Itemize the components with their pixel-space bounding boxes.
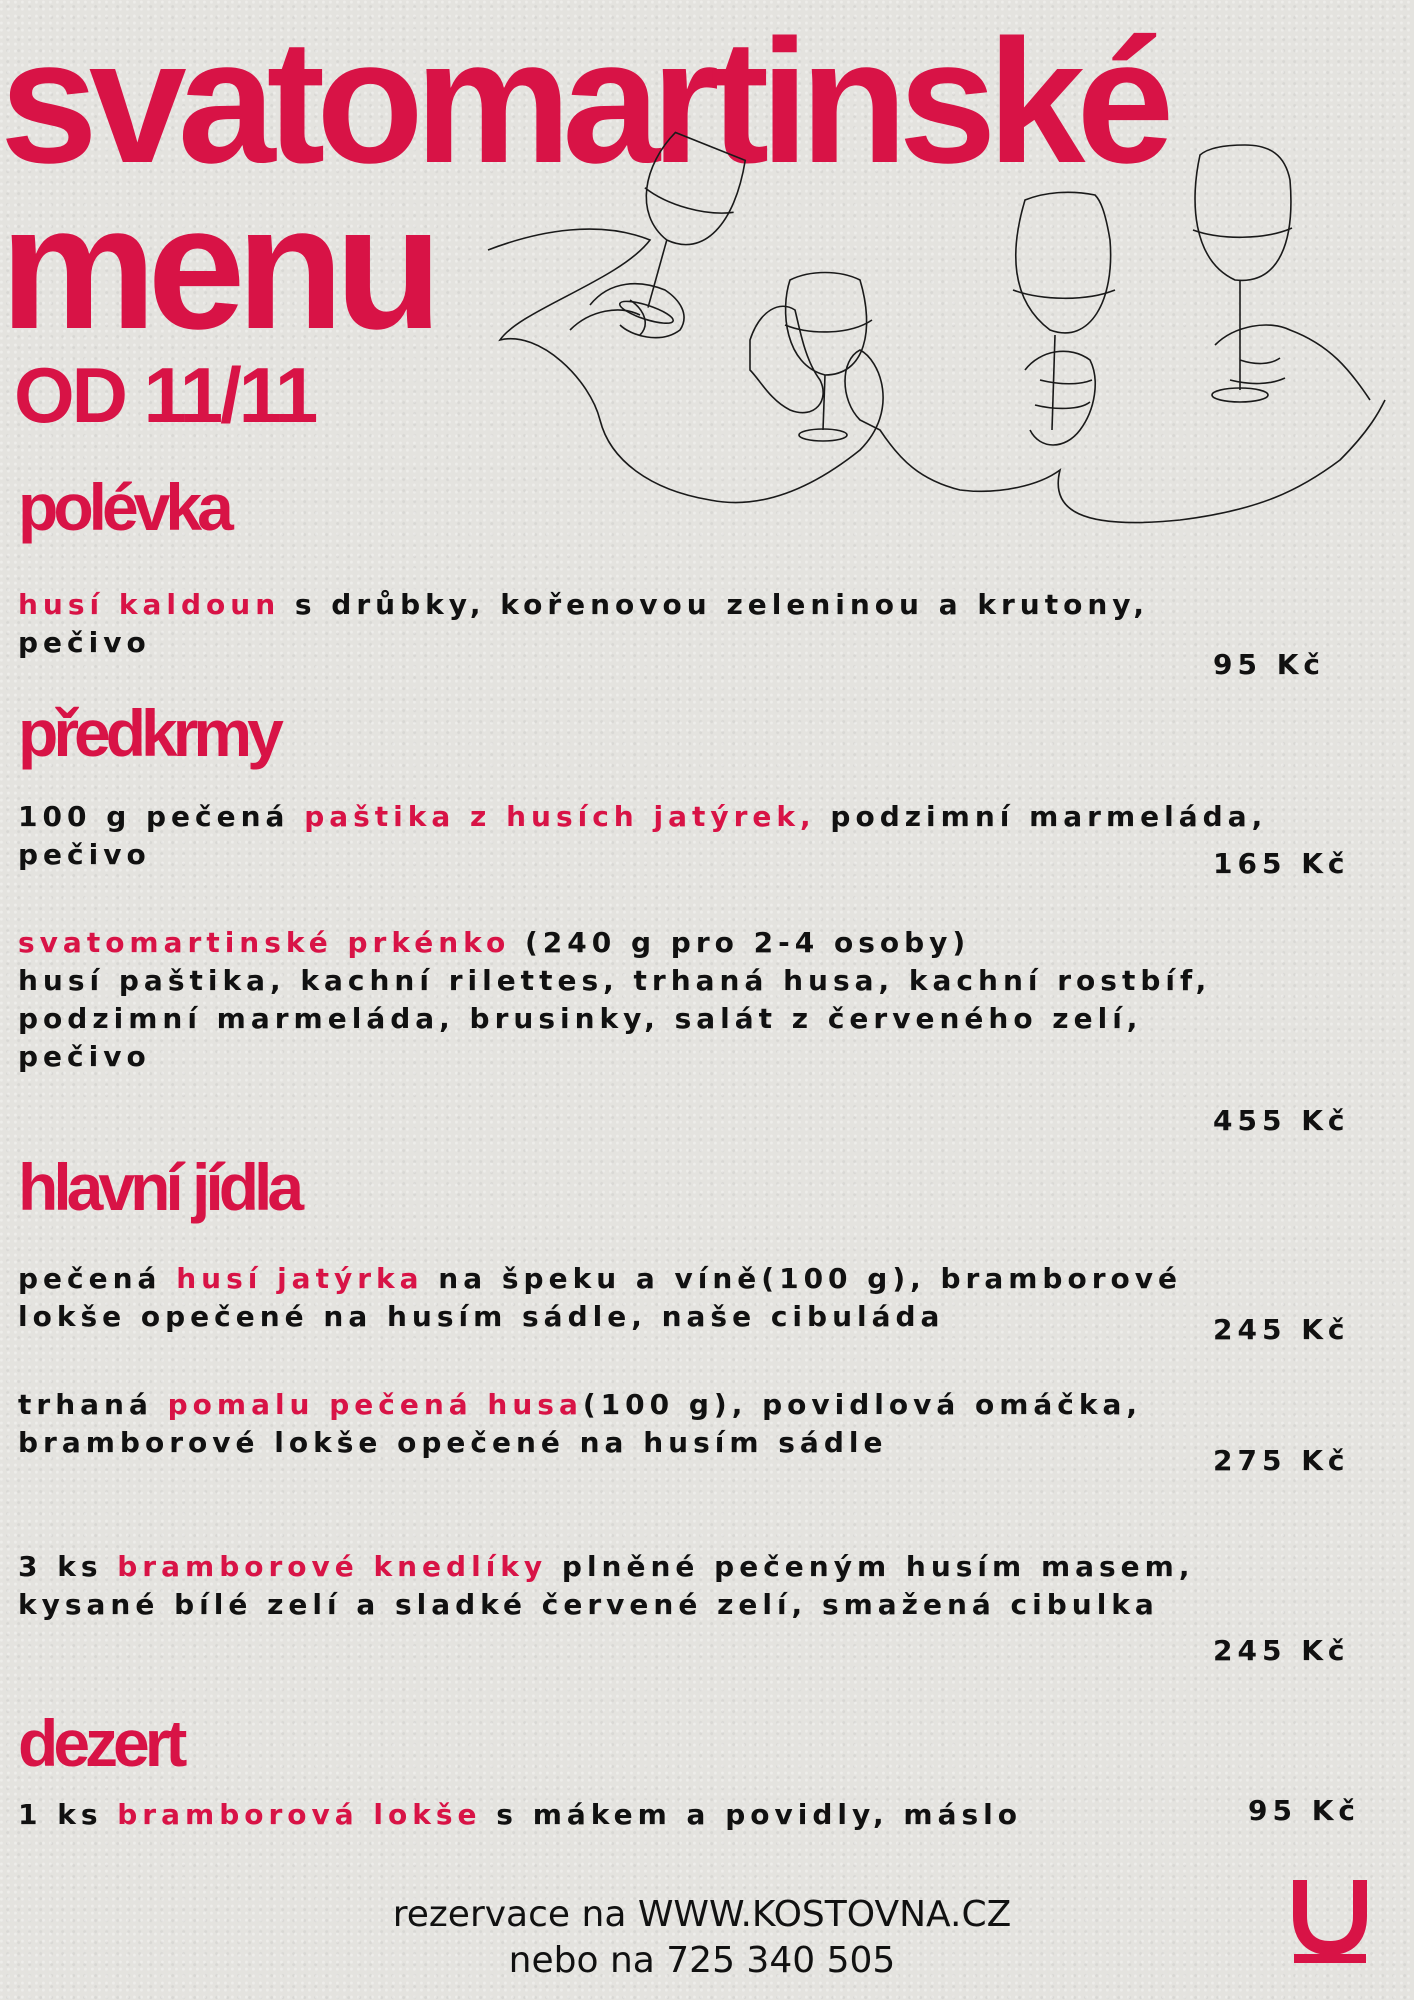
title-line-2: menu (0, 170, 434, 366)
price-starter-2: 455 Kč (1213, 1104, 1350, 1137)
item-highlight: paštika z husích jatýrek, (304, 800, 816, 833)
wine-glasses-illustration (480, 130, 1390, 550)
price-main-2: 275 Kč (1213, 1444, 1350, 1477)
section-title-soup: polévka (18, 470, 229, 544)
item-prefix: 3 ks (18, 1550, 118, 1583)
menu-item-main-1 (18, 1260, 1388, 1336)
item-highlight: husí jatýrka (176, 1262, 424, 1295)
item-description: podzimní marmeláda, pečivo (18, 800, 1268, 871)
menu-item-soup-1 (18, 586, 1388, 662)
menu-item-main-2 (18, 1386, 1388, 1462)
item-highlight: husí kaldoun (18, 588, 281, 621)
date-label: OD 11/11 (14, 351, 316, 439)
item-prefix: 1 ks (18, 1798, 118, 1831)
item-highlight: bramborová lokše (117, 1798, 482, 1831)
wine-glass-2 (785, 273, 872, 442)
item-description: (240 g pro 2-4 osoby) husí paštika, kachní rilettes, trhaná husa, kachní rostbíf, podzimní marmeláda, brusinky, salát z červeného zelí, pečivo (18, 926, 1212, 1073)
menu-item-starter-1 (18, 798, 1388, 874)
menu-item-dessert-1 (18, 1796, 1388, 1834)
kostovna-logo-icon (1290, 1876, 1370, 1966)
item-prefix: pečená (18, 1262, 177, 1295)
section-title-dessert: dezert (18, 1706, 183, 1780)
wine-glass-4 (1193, 145, 1292, 402)
hand-3 (1025, 351, 1095, 445)
reservation-line: rezervace na WWW.KOSTOVNA.CZ (392, 1894, 1012, 1935)
item-description: (100 g), povidlová omáčka, bramborové lokše opečené na husím sádle (18, 1388, 1143, 1459)
wine-glass-3 (1013, 192, 1115, 430)
phone-line: nebo na 725 340 505 (508, 1940, 896, 1981)
item-description: s mákem a povidly, máslo (481, 1798, 1022, 1831)
item-highlight: pomalu pečená husa (167, 1388, 583, 1421)
menu-item-starter-2 (18, 924, 1388, 1076)
price-soup-1: 95 Kč (1213, 648, 1326, 681)
price-main-3: 245 Kč (1213, 1634, 1350, 1667)
item-description: na špeku a víně(100 g), bramborové lokše opečené na husím sádle, naše cibuláda (18, 1262, 1182, 1333)
menu-item-main-3 (18, 1548, 1388, 1624)
item-highlight: bramborové knedlíky (117, 1550, 548, 1583)
section-title-mains: hlavní jídla (18, 1150, 300, 1224)
hand-1 (570, 284, 684, 338)
section-title-starters: předkrmy (18, 696, 279, 770)
item-description: s drůbky, kořenovou zeleninou a krutony, pečivo (18, 588, 1149, 659)
title-line-1: svatomartinské (0, 4, 1166, 200)
price-dessert-1: 95 Kč (1248, 1794, 1361, 1827)
item-highlight: svatomartinské prkénko (18, 926, 511, 959)
item-description: plněné pečeným husím masem, kysané bílé zelí a sladké červené zelí, smažená cibulka (18, 1550, 1195, 1621)
price-main-1: 245 Kč (1213, 1313, 1350, 1346)
item-prefix: 100 g pečená (18, 800, 305, 833)
item-prefix: trhaná (18, 1388, 168, 1421)
price-starter-1: 165 Kč (1213, 847, 1350, 880)
